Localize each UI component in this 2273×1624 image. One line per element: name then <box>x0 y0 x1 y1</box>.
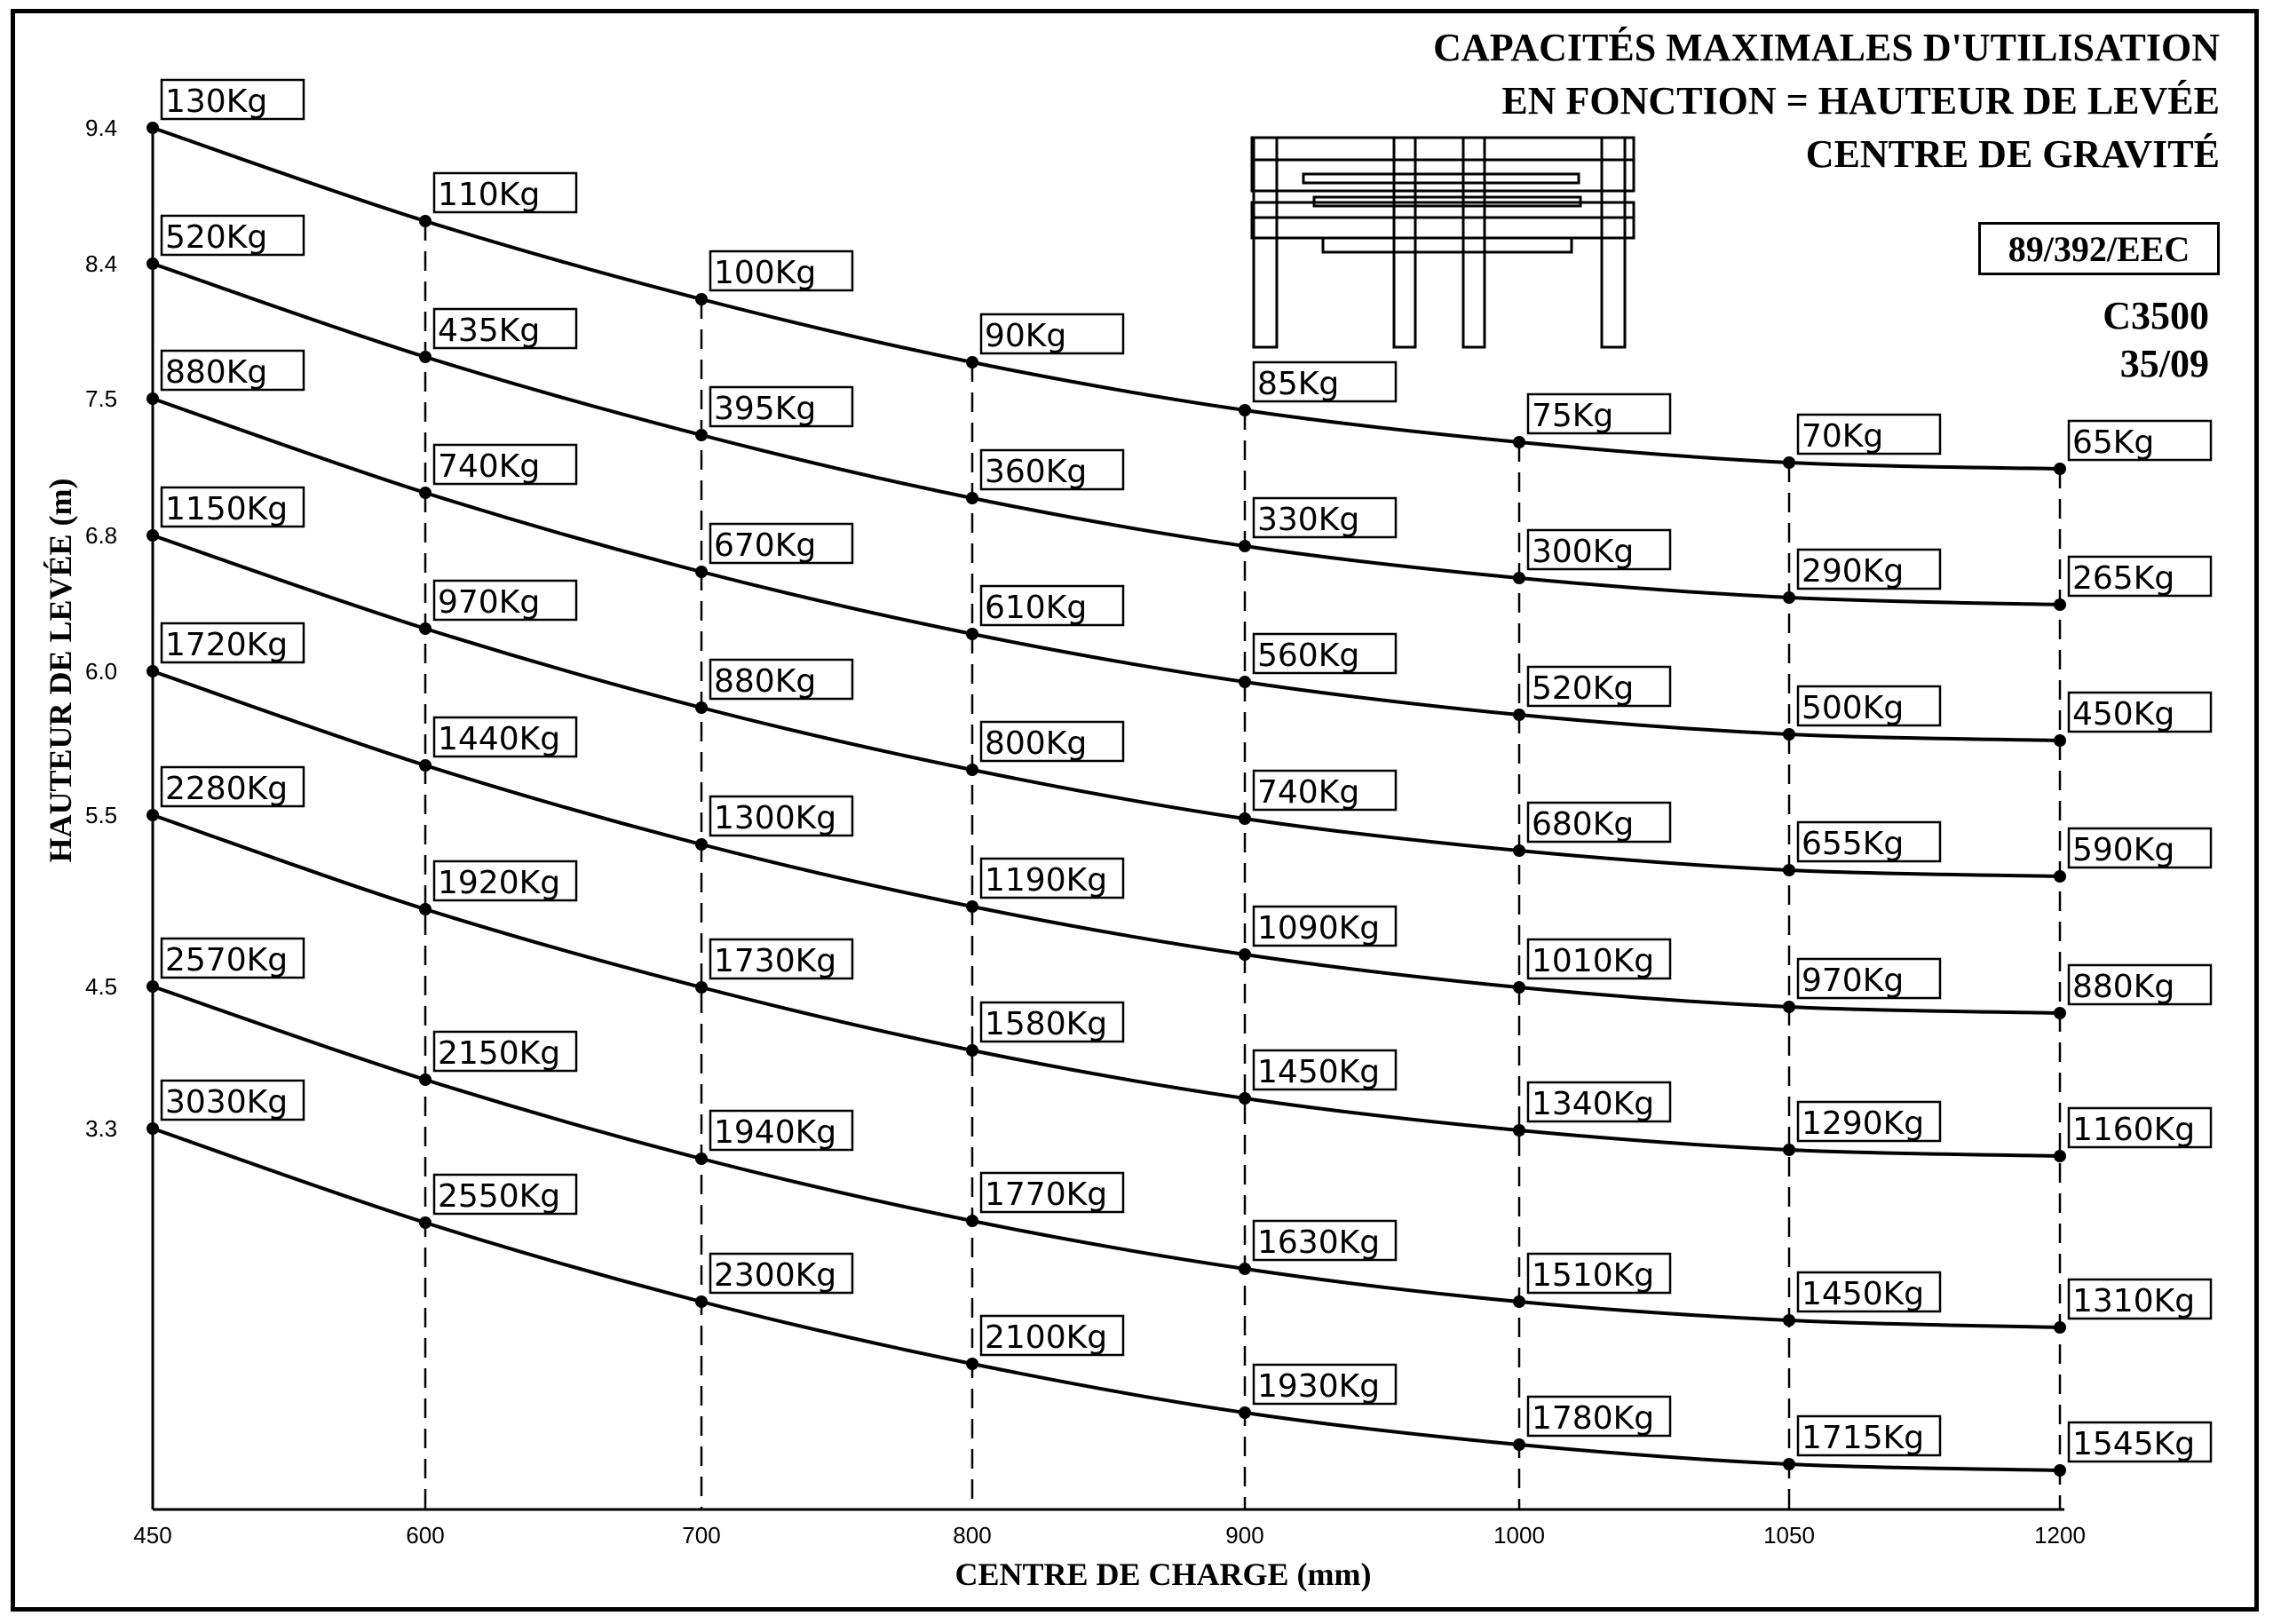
y-tick-label-4.5: 4.5 <box>85 973 118 1000</box>
capacity-label-3.3-1000: 1780Kg <box>1532 1400 1655 1437</box>
x-tick-label-1050: 1050 <box>1763 1522 1815 1549</box>
capacity-label-7.5-900: 560Kg <box>1257 638 1360 674</box>
point-3.3-1000 <box>1513 1438 1525 1451</box>
capacity-label-7.5-600: 740Kg <box>438 448 541 485</box>
capacity-label-3.3-700: 2300Kg <box>714 1257 837 1294</box>
capacity-label-6.8-800: 800Kg <box>985 725 1088 762</box>
capacity-label-8.4-800: 360Kg <box>985 454 1088 490</box>
point-6.0-800 <box>966 900 978 913</box>
point-6.8-450 <box>147 529 159 542</box>
point-6.8-1000 <box>1513 844 1525 857</box>
point-6.0-600 <box>419 759 432 772</box>
model-code: 35/09 <box>2119 342 2209 385</box>
directive-badge: 89/392/EEC <box>1978 222 2220 275</box>
capacity-label-3.3-1200: 1545Kg <box>2072 1426 2196 1462</box>
capacity-label-4.5-700: 1940Kg <box>714 1114 837 1151</box>
point-7.5-1000 <box>1513 709 1525 721</box>
capacity-label-6.0-1050: 970Kg <box>1802 963 1905 999</box>
capacity-label-7.5-450: 880Kg <box>165 354 268 391</box>
y-tick-label-8.4: 8.4 <box>85 250 118 277</box>
point-6.0-1000 <box>1513 981 1525 994</box>
point-6.0-1050 <box>1783 1001 1795 1013</box>
fork-carriage-icon <box>1252 138 1634 347</box>
point-3.3-800 <box>966 1358 978 1370</box>
point-4.5-600 <box>419 1073 432 1086</box>
point-6.8-600 <box>419 622 432 635</box>
point-5.5-600 <box>419 903 432 915</box>
point-6.8-900 <box>1239 812 1251 825</box>
capacity-label-5.5-1000: 1340Kg <box>1532 1086 1655 1122</box>
capacity-label-5.5-1050: 1290Kg <box>1802 1105 1925 1142</box>
point-8.4-1050 <box>1783 591 1795 604</box>
y-tick-label-5.5: 5.5 <box>85 802 118 828</box>
point-6.0-1200 <box>2054 1007 2066 1019</box>
capacity-label-6.8-450: 1150Kg <box>165 491 289 527</box>
y-tick-label-9.4: 9.4 <box>85 115 118 141</box>
point-6.8-700 <box>695 701 708 714</box>
y-axis-label: HAUTEUR DE LEVÉE (m) <box>43 478 78 863</box>
capacity-label-6.8-700: 880Kg <box>714 663 817 700</box>
capacity-label-6.8-1200: 590Kg <box>2072 832 2175 868</box>
capacity-label-4.5-900: 1630Kg <box>1257 1224 1381 1261</box>
capacity-label-8.4-450: 520Kg <box>165 219 268 256</box>
point-3.3-600 <box>419 1216 432 1229</box>
capacity-label-4.5-1050: 1450Kg <box>1802 1276 1925 1312</box>
capacity-label-8.4-700: 395Kg <box>714 391 817 427</box>
point-9.4-1000 <box>1513 436 1525 448</box>
point-5.5-1000 <box>1513 1124 1525 1137</box>
point-3.3-450 <box>147 1122 159 1135</box>
point-4.5-1050 <box>1783 1314 1795 1327</box>
capacity-label-3.3-800: 2100Kg <box>985 1319 1108 1356</box>
capacity-label-4.5-1000: 1510Kg <box>1532 1257 1655 1294</box>
capacity-label-5.5-900: 1450Kg <box>1257 1054 1381 1090</box>
x-tick-label-800: 800 <box>953 1522 992 1549</box>
point-9.4-600 <box>419 215 432 227</box>
capacity-label-6.0-800: 1190Kg <box>985 862 1108 899</box>
x-axis-label: CENTRE DE CHARGE (mm) <box>954 1557 1372 1592</box>
capacity-label-6.0-450: 1720Kg <box>165 627 289 663</box>
chart-title-line-2: EN FONCTION = HAUTEUR DE LEVÉE <box>1501 79 2220 123</box>
point-6.8-800 <box>966 764 978 776</box>
point-8.4-1000 <box>1513 572 1525 584</box>
point-7.5-800 <box>966 628 978 640</box>
point-8.4-800 <box>966 492 978 504</box>
capacity-label-8.4-600: 435Kg <box>438 313 541 349</box>
capacity-label-7.5-1000: 520Kg <box>1532 670 1635 707</box>
capacity-label-5.5-800: 1580Kg <box>985 1006 1108 1042</box>
point-5.5-1200 <box>2054 1150 2066 1162</box>
point-5.5-800 <box>966 1044 978 1057</box>
capacity-label-9.4-700: 100Kg <box>714 255 817 291</box>
capacity-label-6.8-1050: 655Kg <box>1802 826 1905 862</box>
capacity-label-3.3-600: 2550Kg <box>438 1178 561 1215</box>
capacity-label-9.4-900: 85Kg <box>1257 366 1340 402</box>
capacity-label-4.5-600: 2150Kg <box>438 1035 561 1072</box>
point-9.4-800 <box>966 356 978 368</box>
point-7.5-900 <box>1239 676 1251 688</box>
chart-title-line-1: CAPACITÉS MAXIMALES D'UTILISATION <box>1433 26 2220 69</box>
capacity-label-3.3-900: 1930Kg <box>1257 1368 1381 1405</box>
capacity-label-7.5-800: 610Kg <box>985 590 1088 626</box>
chart-title-line-3: CENTRE DE GRAVITÉ <box>1805 132 2220 176</box>
capacity-label-9.4-1050: 70Kg <box>1802 418 1884 455</box>
point-5.5-1050 <box>1783 1144 1795 1156</box>
point-4.5-1000 <box>1513 1295 1525 1308</box>
capacity-label-3.3-450: 3030Kg <box>165 1084 289 1121</box>
point-7.5-600 <box>419 487 432 499</box>
point-7.5-700 <box>695 566 708 578</box>
point-9.4-700 <box>695 293 708 305</box>
point-9.4-1050 <box>1783 456 1795 469</box>
capacity-label-4.5-1200: 1310Kg <box>2072 1283 2196 1319</box>
point-6.8-1200 <box>2054 870 2066 883</box>
capacity-label-8.4-900: 330Kg <box>1257 502 1360 538</box>
point-7.5-1200 <box>2054 734 2066 747</box>
point-5.5-900 <box>1239 1092 1251 1105</box>
capacity-label-8.4-1200: 265Kg <box>2072 560 2175 597</box>
point-9.4-900 <box>1239 404 1251 416</box>
capacity-label-4.5-450: 2570Kg <box>165 942 289 978</box>
capacity-label-9.4-1200: 65Kg <box>2072 424 2155 461</box>
capacity-label-7.5-700: 670Kg <box>714 527 817 564</box>
point-6.8-1050 <box>1783 864 1795 876</box>
capacity-label-5.5-450: 2280Kg <box>165 771 289 807</box>
capacity-label-9.4-1000: 75Kg <box>1532 398 1614 434</box>
model-name: C3500 <box>2103 294 2209 337</box>
point-4.5-450 <box>147 980 159 993</box>
point-5.5-450 <box>147 809 159 821</box>
point-8.4-1200 <box>2054 598 2066 611</box>
capacity-label-8.4-1000: 300Kg <box>1532 534 1635 570</box>
y-tick-label-6.0: 6.0 <box>85 658 118 685</box>
capacity-label-6.8-600: 970Kg <box>438 584 541 621</box>
point-4.5-900 <box>1239 1263 1251 1275</box>
capacity-label-5.5-700: 1730Kg <box>714 943 837 979</box>
capacity-label-9.4-600: 110Kg <box>438 177 541 213</box>
x-tick-label-450: 450 <box>133 1522 172 1549</box>
capacity-label-5.5-600: 1920Kg <box>438 865 561 901</box>
capacity-label-6.0-1200: 880Kg <box>2072 969 2175 1005</box>
point-6.0-900 <box>1239 948 1251 961</box>
point-3.3-1050 <box>1783 1458 1795 1470</box>
point-8.4-700 <box>695 429 708 441</box>
capacity-label-5.5-1200: 1160Kg <box>2072 1112 2196 1148</box>
point-9.4-1200 <box>2054 463 2066 475</box>
capacity-label-6.0-900: 1090Kg <box>1257 910 1381 947</box>
point-4.5-1200 <box>2054 1321 2066 1334</box>
point-5.5-700 <box>695 981 708 994</box>
point-8.4-900 <box>1239 540 1251 552</box>
y-tick-label-7.5: 7.5 <box>85 385 118 412</box>
point-7.5-450 <box>147 392 159 405</box>
point-8.4-450 <box>147 257 159 270</box>
point-8.4-600 <box>419 351 432 363</box>
x-tick-label-700: 700 <box>682 1522 721 1549</box>
y-tick-label-3.3: 3.3 <box>85 1115 118 1142</box>
y-tick-label-6.8: 6.8 <box>85 522 118 549</box>
point-6.0-450 <box>147 665 159 677</box>
capacity-label-6.8-900: 740Kg <box>1257 774 1360 811</box>
x-tick-label-900: 900 <box>1225 1522 1264 1549</box>
capacity-label-7.5-1200: 450Kg <box>2072 696 2175 733</box>
point-3.3-900 <box>1239 1406 1251 1419</box>
capacity-label-6.0-700: 1300Kg <box>714 800 837 836</box>
point-9.4-450 <box>147 122 159 134</box>
capacity-label-6.8-1000: 680Kg <box>1532 806 1635 843</box>
capacity-label-4.5-800: 1770Kg <box>985 1176 1108 1213</box>
x-tick-label-1200: 1200 <box>2034 1522 2086 1549</box>
capacity-label-8.4-1050: 290Kg <box>1802 553 1905 590</box>
point-4.5-800 <box>966 1215 978 1227</box>
point-6.0-700 <box>695 838 708 851</box>
point-7.5-1050 <box>1783 728 1795 741</box>
capacity-label-9.4-800: 90Kg <box>985 318 1067 354</box>
capacity-label-9.4-450: 130Kg <box>165 83 268 120</box>
capacity-label-6.0-1000: 1010Kg <box>1532 943 1655 979</box>
x-tick-label-1000: 1000 <box>1493 1522 1545 1549</box>
point-3.3-700 <box>695 1295 708 1308</box>
x-tick-label-600: 600 <box>406 1522 445 1549</box>
capacity-label-6.0-600: 1440Kg <box>438 721 561 757</box>
point-4.5-700 <box>695 1153 708 1165</box>
point-3.3-1200 <box>2054 1464 2066 1477</box>
capacity-label-7.5-1050: 500Kg <box>1802 690 1905 726</box>
capacity-label-3.3-1050: 1715Kg <box>1802 1420 1925 1456</box>
